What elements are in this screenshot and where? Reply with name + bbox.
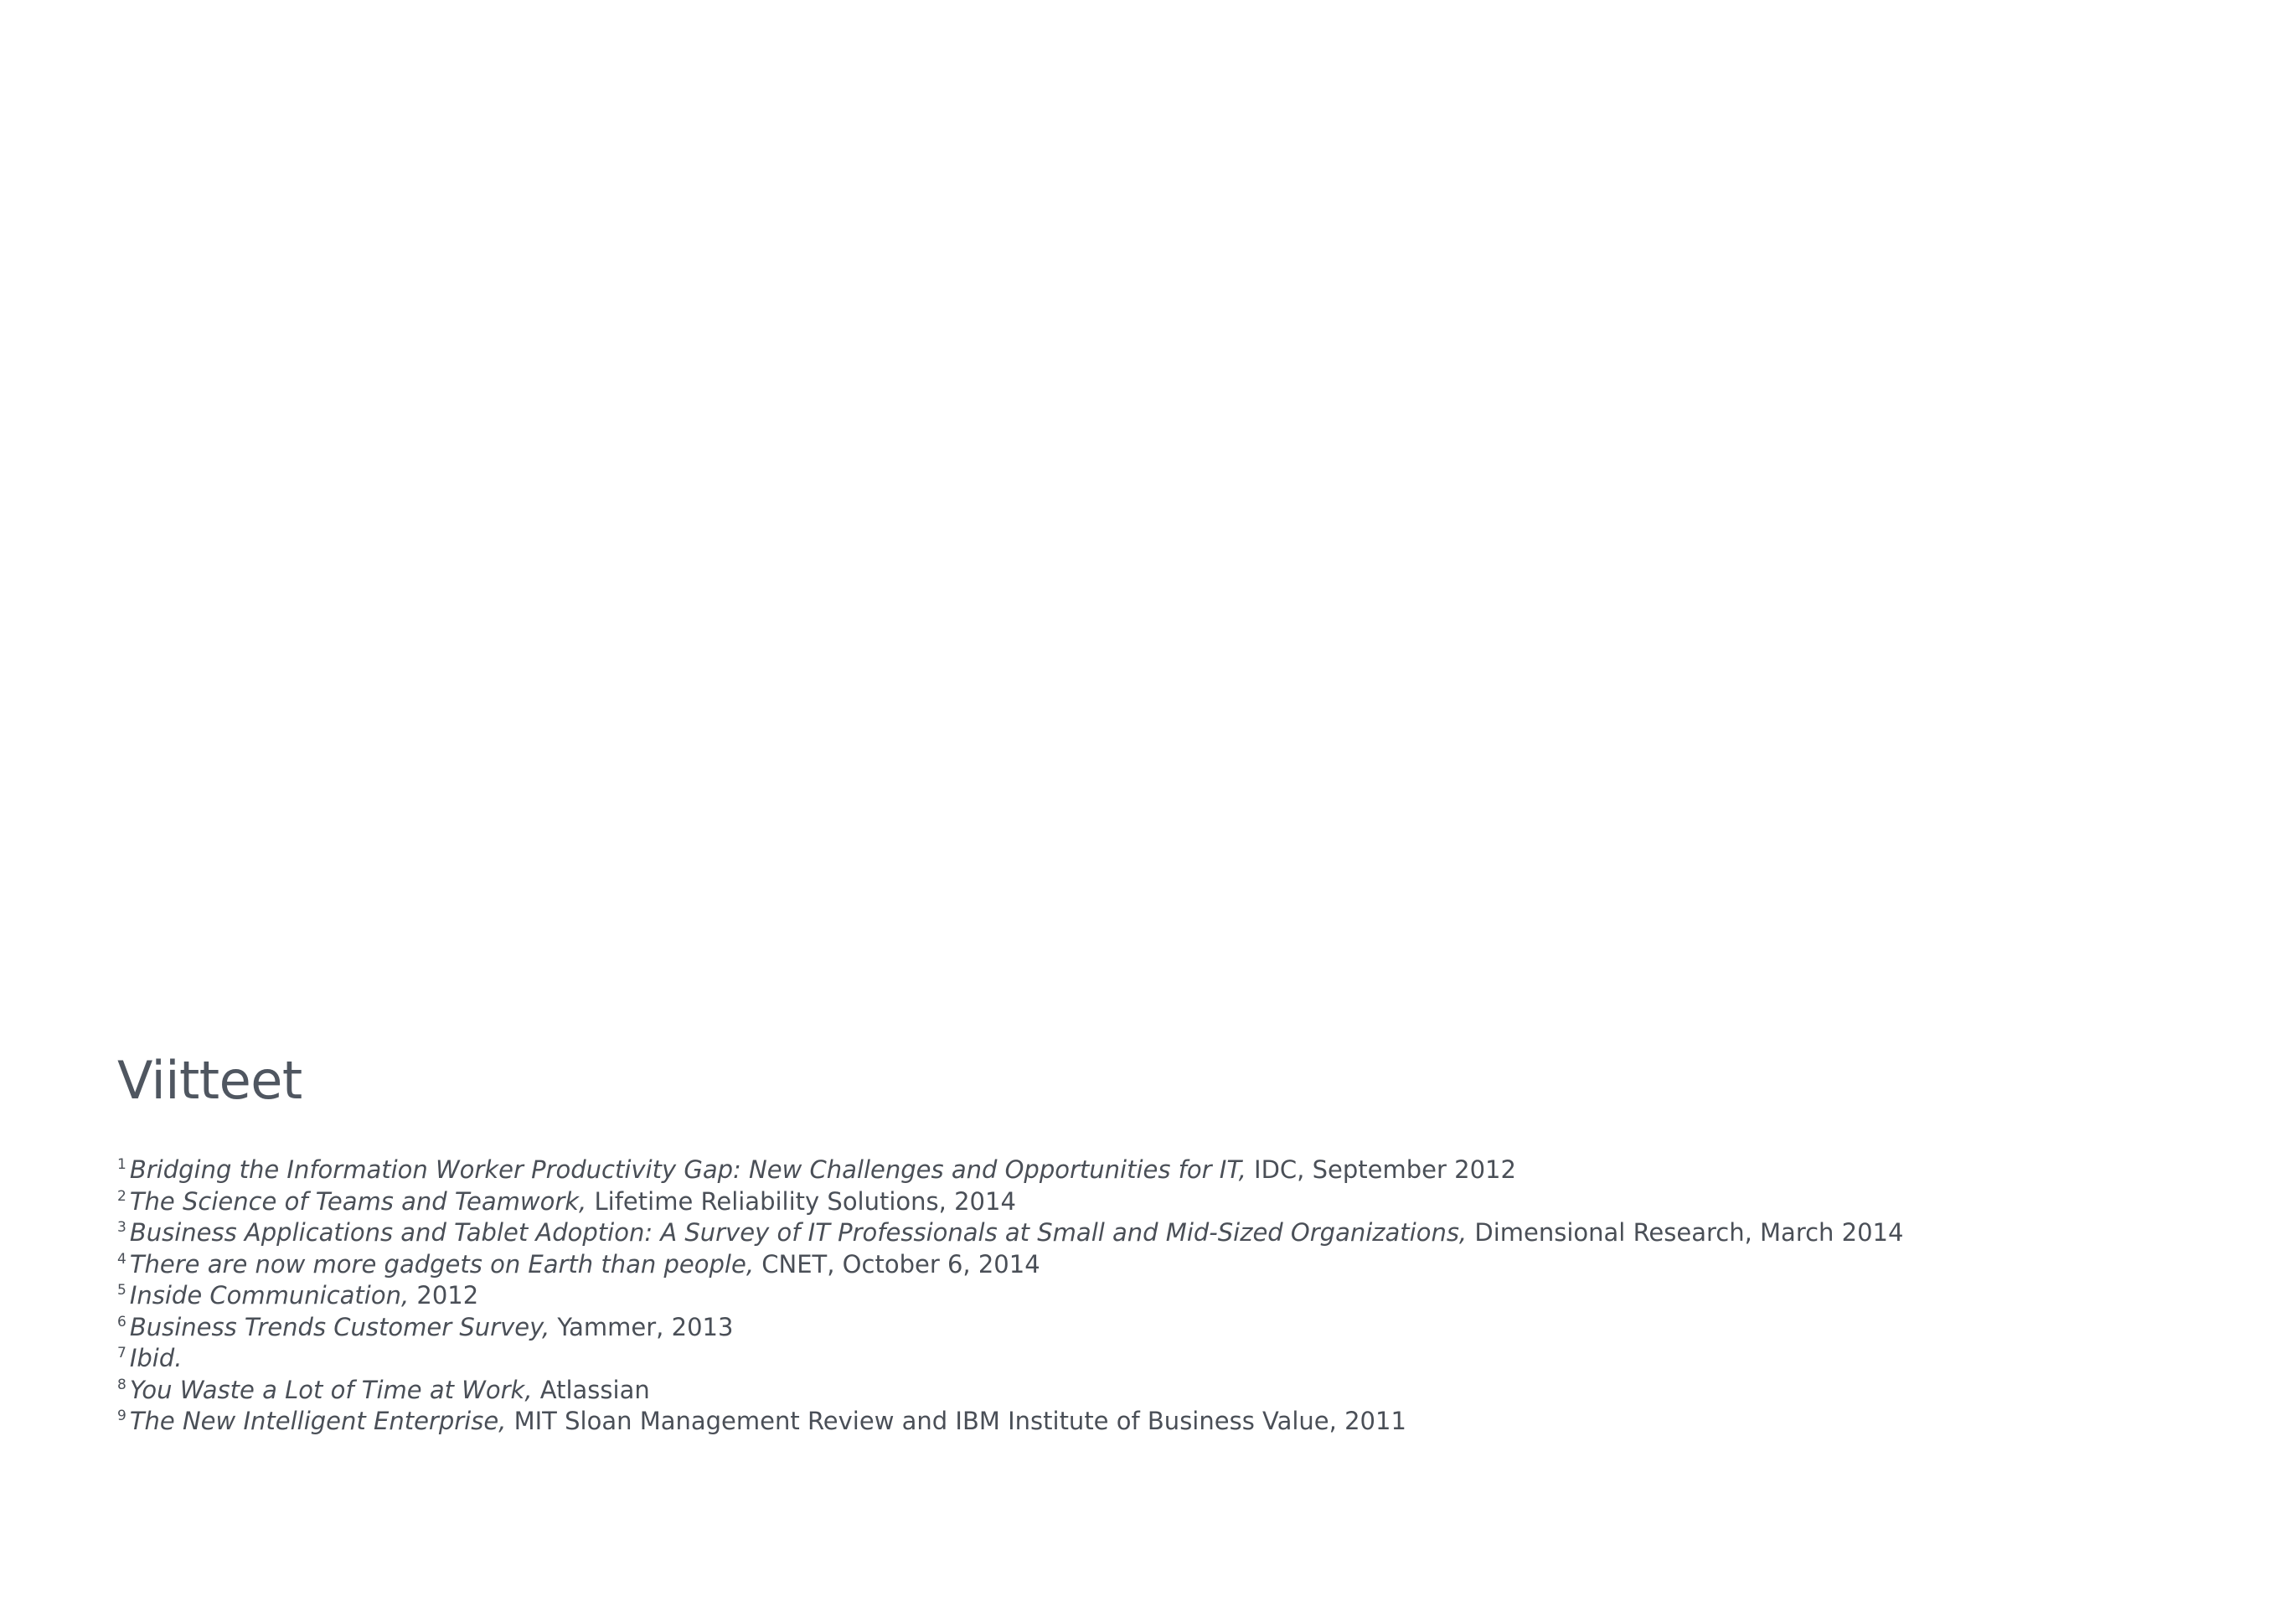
reference-source: 2012 (409, 1281, 479, 1310)
reference-number: 8 (117, 1376, 126, 1393)
reference-source: MIT Sloan Management Review and IBM Institute of Business Value, 2011 (506, 1407, 1406, 1435)
page-title: Viitteet (117, 1050, 302, 1111)
reference-source: Lifetime Reliability Solutions, 2014 (586, 1186, 1016, 1216)
reference-item (117, 1149, 2195, 1184)
reference-source: Dimensional Research, March 2014 (1467, 1218, 1904, 1247)
reference-number: 3 (117, 1219, 126, 1236)
reference-item (117, 1244, 2195, 1279)
reference-source: CNET, October 6, 2014 (754, 1249, 1040, 1279)
reference-title: Bridging the Information Worker Productivity Gap: New Challenges and Opportunities for IT, (129, 1155, 1246, 1184)
reference-title: There are now more gadgets on Earth than people, (129, 1249, 755, 1279)
reference-source: IDC, September 2012 (1246, 1155, 1516, 1184)
reference-source: Atlassian (532, 1375, 650, 1404)
reference-title: The New Intelligent Enterprise, (129, 1407, 507, 1435)
reference-title: The Science of Teams and Teamwork, (129, 1186, 587, 1216)
reference-number: 5 (117, 1282, 126, 1299)
reference-number: 7 (117, 1345, 126, 1361)
reference-item (117, 1370, 2195, 1402)
reference-title: Business Applications and Tablet Adoption: A Survey of IT Professionals at Small and Mid-Sized Organizations, (129, 1218, 1468, 1247)
reference-title: Inside Communication, (129, 1281, 410, 1310)
reference-item (117, 1181, 2195, 1216)
reference-item (117, 1275, 2195, 1310)
reference-item (117, 1212, 2195, 1247)
reference-list (117, 1149, 2195, 1433)
reference-item (117, 1338, 2195, 1370)
reference-item (117, 1307, 2195, 1339)
reference-title: You Waste a Lot of Time at Work, (129, 1375, 533, 1404)
reference-title: Ibid. (129, 1344, 183, 1372)
reference-title: Business Trends Customer Survey, (129, 1312, 550, 1341)
reference-number: 6 (117, 1313, 126, 1330)
reference-number: 4 (117, 1250, 126, 1268)
reference-number: 9 (117, 1408, 126, 1424)
reference-item (117, 1401, 2195, 1433)
reference-number: 2 (117, 1187, 126, 1205)
reference-source: Yammer, 2013 (549, 1312, 734, 1341)
reference-number: 1 (117, 1156, 126, 1173)
